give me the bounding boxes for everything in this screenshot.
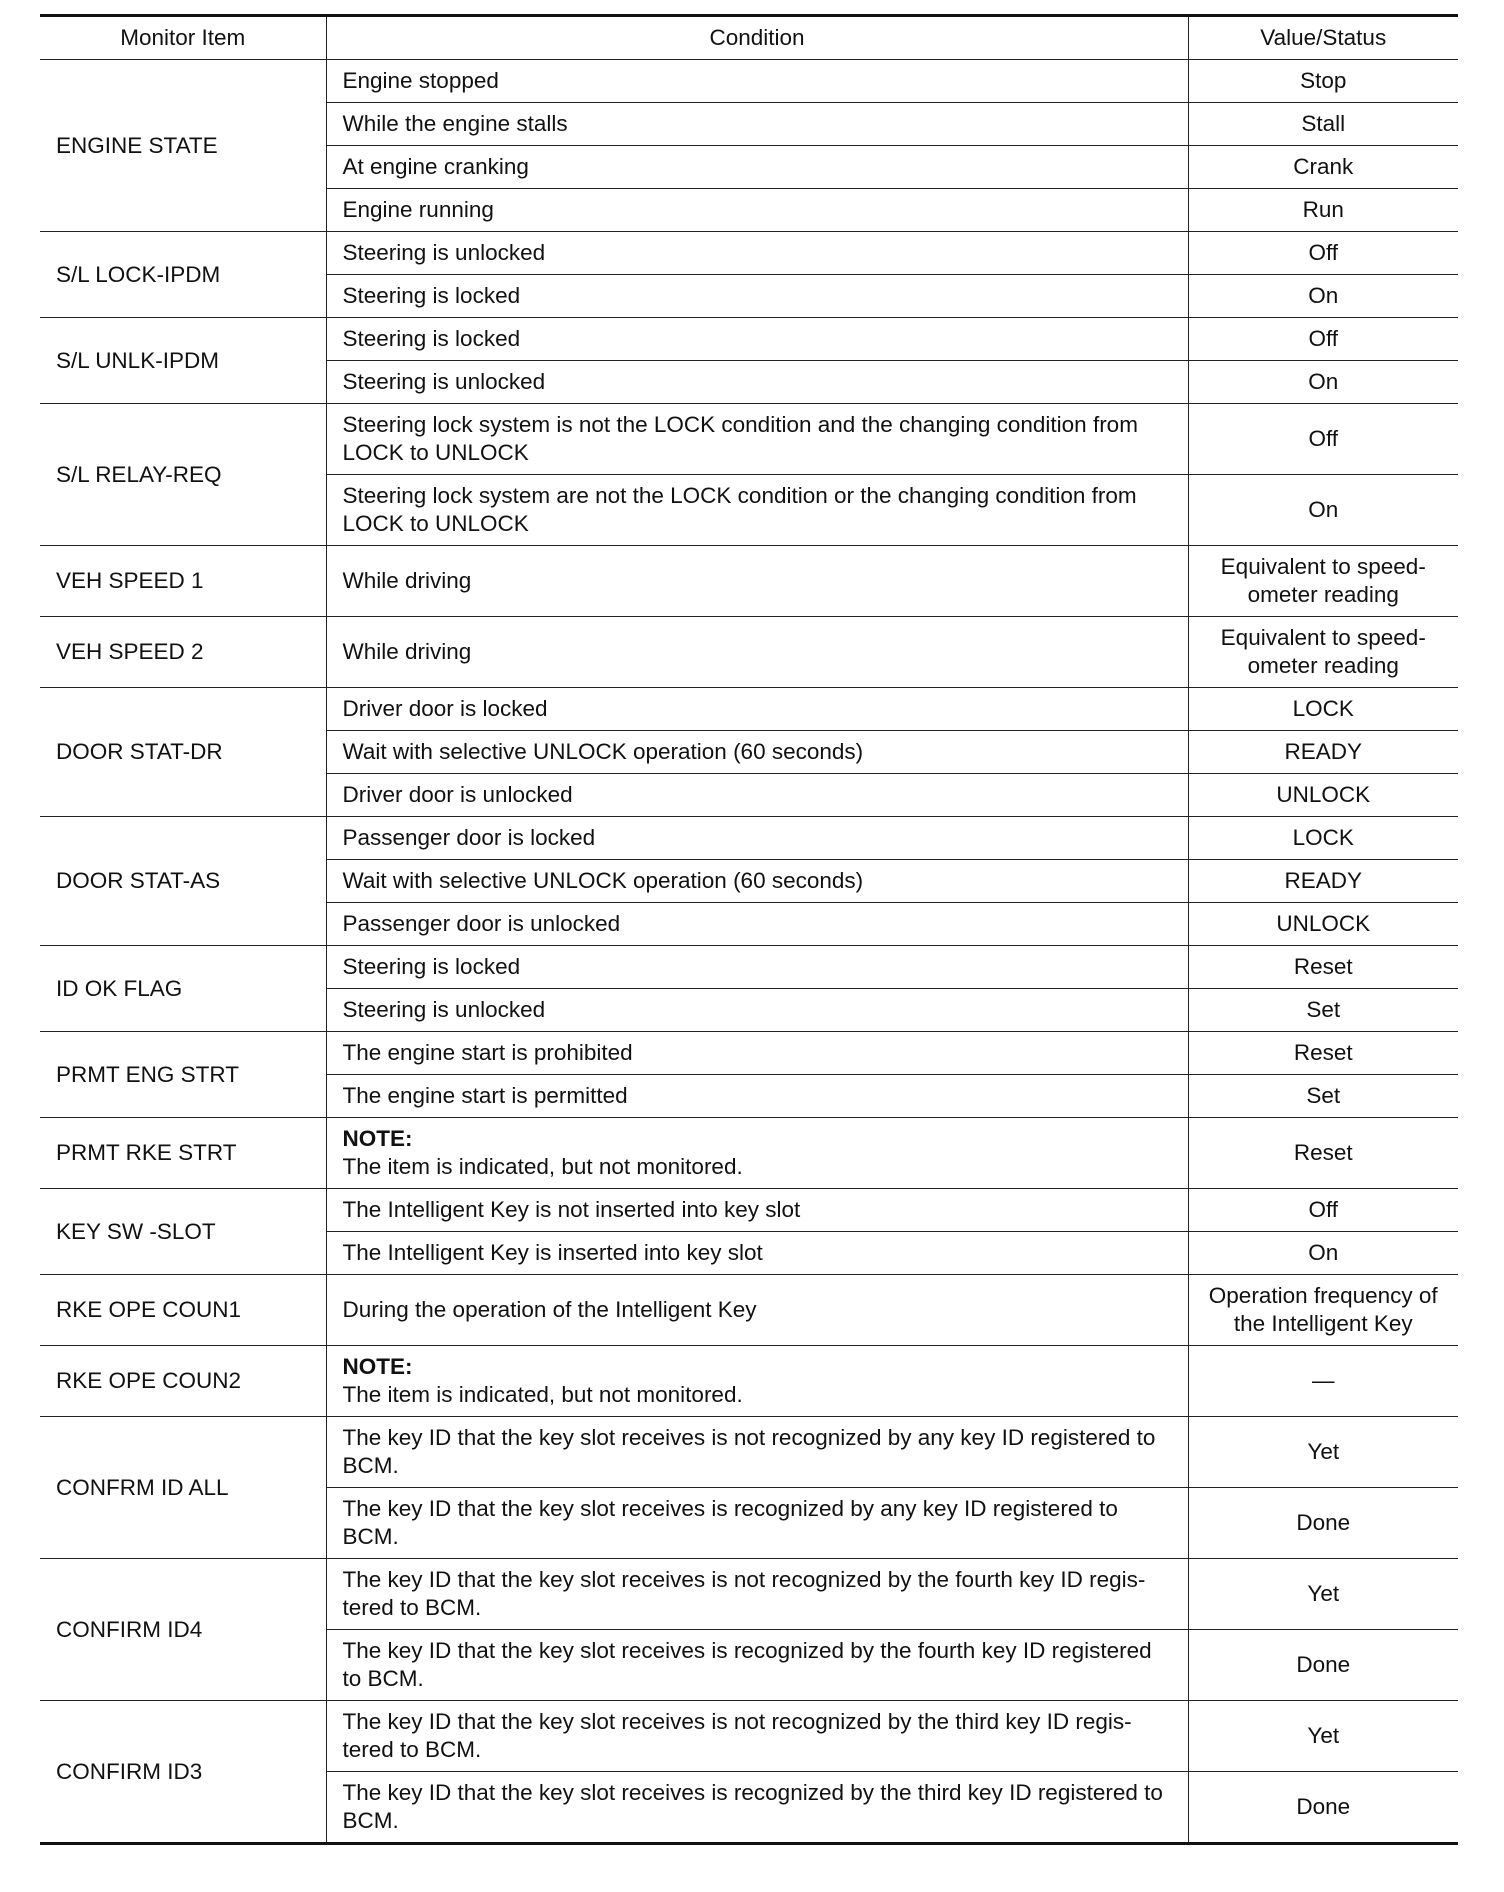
condition-cell: Steering is locked xyxy=(326,275,1188,318)
value-status-cell: Yet xyxy=(1188,1701,1458,1772)
table-row xyxy=(40,60,1458,103)
condition-cell: Steering is locked xyxy=(326,946,1188,989)
monitor-item-cell: RKE OPE COUN2 xyxy=(40,1346,326,1417)
value-status-cell: Stall xyxy=(1188,103,1458,146)
table-row xyxy=(40,1032,1458,1075)
condition-cell: While driving xyxy=(326,617,1188,688)
condition-cell: The key ID that the key slot receives is recognized by the third key ID registered to BCM. xyxy=(326,1772,1188,1844)
header-value-status: Value/Status xyxy=(1188,16,1458,60)
condition-cell: During the operation of the Intelligent Key xyxy=(326,1275,1188,1346)
header-condition: Condition xyxy=(326,16,1188,60)
note-text: The item is indicated, but not monitored. xyxy=(342,1154,743,1179)
value-status-cell: Off xyxy=(1188,1189,1458,1232)
table-row xyxy=(40,1417,1458,1488)
condition-cell: The engine start is permitted xyxy=(326,1075,1188,1118)
table-row xyxy=(40,1275,1458,1346)
value-status-cell: READY xyxy=(1188,860,1458,903)
condition-cell: The Intelligent Key is inserted into key slot xyxy=(326,1232,1188,1275)
value-status-cell: Yet xyxy=(1188,1559,1458,1630)
condition-cell: While the engine stalls xyxy=(326,103,1188,146)
value-status-cell: Stop xyxy=(1188,60,1458,103)
value-status-cell: Equivalent to speed-ometer reading xyxy=(1188,617,1458,688)
table-row xyxy=(40,546,1458,617)
header-row xyxy=(40,16,1458,60)
table-row xyxy=(40,1118,1458,1189)
value-status-cell: Off xyxy=(1188,232,1458,275)
note-text: The item is indicated, but not monitored. xyxy=(342,1382,743,1407)
value-status-cell: Set xyxy=(1188,989,1458,1032)
monitor-item-cell: VEH SPEED 2 xyxy=(40,617,326,688)
condition-cell: The Intelligent Key is not inserted into key slot xyxy=(326,1189,1188,1232)
table-row xyxy=(40,1346,1458,1417)
monitor-item-cell: DOOR STAT-DR xyxy=(40,688,326,817)
value-status-cell: On xyxy=(1188,361,1458,404)
monitor-item-cell: PRMT ENG STRT xyxy=(40,1032,326,1118)
value-status-cell: Crank xyxy=(1188,146,1458,189)
condition-cell: The key ID that the key slot receives is not recognized by any key ID registered to BCM. xyxy=(326,1417,1188,1488)
value-status-cell: Operation frequency of the Intelligent Key xyxy=(1188,1275,1458,1346)
condition-cell: Wait with selective UNLOCK operation (60 seconds) xyxy=(326,731,1188,774)
condition-cell: At engine cranking xyxy=(326,146,1188,189)
monitor-item-cell: VEH SPEED 1 xyxy=(40,546,326,617)
note-label: NOTE: xyxy=(342,1126,413,1151)
condition-cell: Steering lock system are not the LOCK condition or the changing condition from LOCK to UNLOCK xyxy=(326,475,1188,546)
value-status-cell: Run xyxy=(1188,189,1458,232)
monitor-item-cell: CONFIRM ID3 xyxy=(40,1701,326,1844)
monitor-item-cell: ENGINE STATE xyxy=(40,60,326,232)
monitor-item-cell: RKE OPE COUN1 xyxy=(40,1275,326,1346)
value-status-cell: UNLOCK xyxy=(1188,774,1458,817)
table-row xyxy=(40,1559,1458,1630)
value-status-cell: On xyxy=(1188,475,1458,546)
table-row xyxy=(40,817,1458,860)
table-row xyxy=(40,617,1458,688)
table-row xyxy=(40,404,1458,475)
condition-cell: Steering is unlocked xyxy=(326,232,1188,275)
value-status-cell: On xyxy=(1188,275,1458,318)
condition-cell xyxy=(326,1118,1188,1189)
condition-cell: Steering is locked xyxy=(326,318,1188,361)
table-row xyxy=(40,318,1458,361)
condition-cell: Engine stopped xyxy=(326,60,1188,103)
monitor-item-cell: ID OK FLAG xyxy=(40,946,326,1032)
monitor-item-cell: S/L UNLK-IPDM xyxy=(40,318,326,404)
condition-cell: Engine running xyxy=(326,189,1188,232)
note-label: NOTE: xyxy=(342,1354,413,1379)
condition-cell: Steering is unlocked xyxy=(326,989,1188,1032)
value-status-cell: Off xyxy=(1188,318,1458,361)
monitor-item-cell: S/L RELAY-REQ xyxy=(40,404,326,546)
condition-cell: Driver door is locked xyxy=(326,688,1188,731)
table-row xyxy=(40,1189,1458,1232)
value-status-cell: Done xyxy=(1188,1772,1458,1844)
monitor-item-cell: S/L LOCK-IPDM xyxy=(40,232,326,318)
monitor-item-cell: DOOR STAT-AS xyxy=(40,817,326,946)
monitor-item-cell: PRMT RKE STRT xyxy=(40,1118,326,1189)
table-body xyxy=(40,60,1458,1844)
header-monitor-item: Monitor Item xyxy=(40,16,326,60)
condition-cell: The key ID that the key slot receives is not recognized by the third key ID regis-tered to BCM. xyxy=(326,1701,1188,1772)
table-row xyxy=(40,1701,1458,1772)
value-status-cell: Done xyxy=(1188,1630,1458,1701)
condition-cell: While driving xyxy=(326,546,1188,617)
table-row xyxy=(40,232,1458,275)
condition-cell: The key ID that the key slot receives is recognized by the fourth key ID registered to BCM. xyxy=(326,1630,1188,1701)
value-status-cell: Yet xyxy=(1188,1417,1458,1488)
condition-cell: The key ID that the key slot receives is not recognized by the fourth key ID regis-tered to BCM. xyxy=(326,1559,1188,1630)
condition-cell xyxy=(326,1346,1188,1417)
monitor-table xyxy=(40,14,1458,1845)
table-row xyxy=(40,688,1458,731)
value-status-cell: Reset xyxy=(1188,1032,1458,1075)
monitor-item-cell: CONFIRM ID4 xyxy=(40,1559,326,1701)
value-status-cell: Equivalent to speed-ometer reading xyxy=(1188,546,1458,617)
condition-cell: Wait with selective UNLOCK operation (60 seconds) xyxy=(326,860,1188,903)
value-status-cell: Done xyxy=(1188,1488,1458,1559)
monitor-item-cell: KEY SW -SLOT xyxy=(40,1189,326,1275)
condition-cell: The key ID that the key slot receives is recognized by any key ID registered to BCM. xyxy=(326,1488,1188,1559)
condition-cell: Passenger door is locked xyxy=(326,817,1188,860)
condition-cell: Driver door is unlocked xyxy=(326,774,1188,817)
value-status-cell: READY xyxy=(1188,731,1458,774)
table-row xyxy=(40,946,1458,989)
value-status-cell: On xyxy=(1188,1232,1458,1275)
value-status-cell: UNLOCK xyxy=(1188,903,1458,946)
value-status-cell: LOCK xyxy=(1188,688,1458,731)
value-status-cell: Off xyxy=(1188,404,1458,475)
condition-cell: The engine start is prohibited xyxy=(326,1032,1188,1075)
condition-cell: Passenger door is unlocked xyxy=(326,903,1188,946)
value-status-cell: Reset xyxy=(1188,1118,1458,1189)
value-status-cell: Reset xyxy=(1188,946,1458,989)
monitor-item-cell: CONFRM ID ALL xyxy=(40,1417,326,1559)
condition-cell: Steering is unlocked xyxy=(326,361,1188,404)
condition-cell: Steering lock system is not the LOCK condition and the changing condition from LOCK to UNLOCK xyxy=(326,404,1188,475)
value-status-cell: LOCK xyxy=(1188,817,1458,860)
value-status-cell: — xyxy=(1188,1346,1458,1417)
value-status-cell: Set xyxy=(1188,1075,1458,1118)
